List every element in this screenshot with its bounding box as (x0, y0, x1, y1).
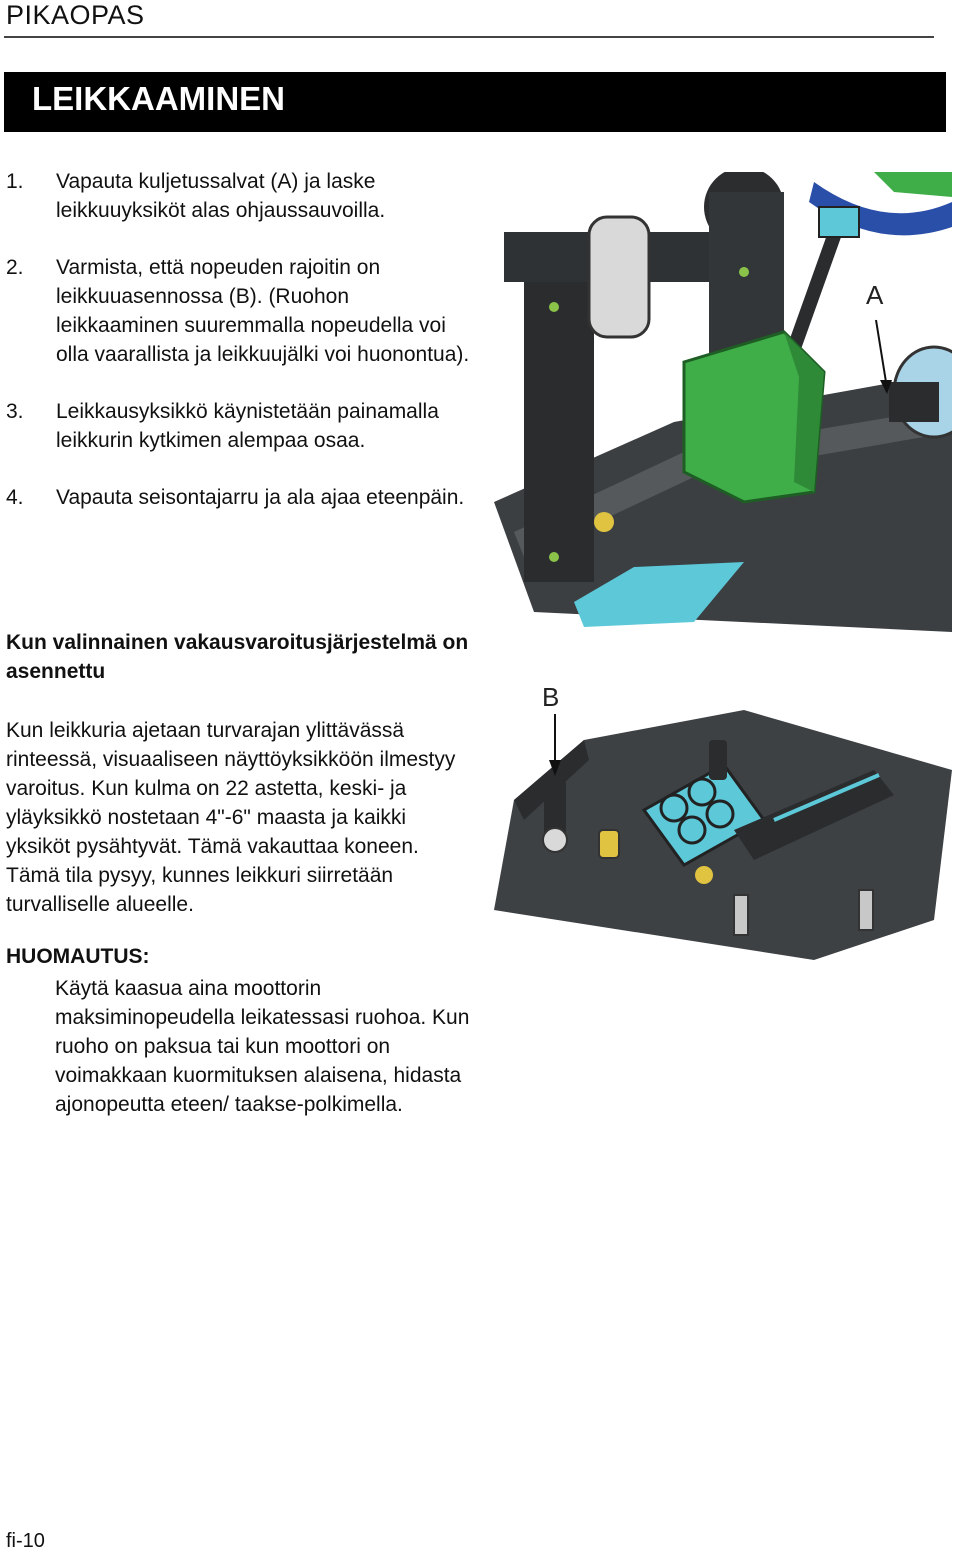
step-number: 1. (6, 170, 24, 193)
list-item (6, 397, 476, 455)
stability-heading: Kun valinnainen vakausvaroitusjärjestelmä on asennettu (6, 631, 469, 683)
step-text: Vapauta seisontajarru ja ala ajaa eteenpäin. (56, 486, 465, 509)
list-item (6, 253, 476, 369)
list-item (6, 483, 476, 512)
header-divider (4, 36, 934, 38)
section-title: LEIKKAAMINEN (32, 80, 285, 117)
section-title-bar (4, 72, 946, 132)
stability-text: Kun leikkuria ajetaan turvarajan ylittävässä rinteessä, visuaaliseen näyttöyksikköön ilmestyy varoitus. Kun kulma on 22 astetta, keski- ja yläyksikkö nostetaan 4"-6" maasta ja kaikki yksiköt pysähtyvät. Tämä vakauttaa koneen. Tämä tila pysyy, kunnes leikkuri siirretään turvalliselle alueelle. (6, 719, 456, 916)
figure-a-label: A (866, 280, 884, 310)
step-number: 2. (6, 256, 24, 279)
step-number: 4. (6, 486, 24, 509)
figure-speed-limiter (494, 680, 952, 960)
list-item (6, 167, 476, 225)
note-text: Käytä kaasua aina moottorin maksiminopeudella leikatessasi ruohoa. Kun ruoho on paksua tai kun moottori on voimakkaan kuormituksen alaisena, hidasta ajonopeutta eteen/ taakse-polkimella. (55, 977, 470, 1116)
steps-list (6, 167, 476, 540)
page-number: fi-10 (6, 1530, 45, 1552)
page-header-title: PIKAOPAS (6, 0, 145, 30)
step-text: Leikkausyksikkö käynistetään painamalla leikkurin kytkimen alempaa osaa. (56, 400, 439, 452)
step-number: 3. (6, 400, 24, 423)
figure-b-label: B (542, 682, 560, 712)
figure-transport-latch (494, 172, 952, 632)
step-text: Vapauta kuljetussalvat (A) ja laske leikkuuyksiköt alas ohjaussauvoilla. (56, 170, 386, 222)
step-text: Varmista, että nopeuden rajoitin on leikkuuasennossa (B). (Ruohon leikkaaminen suuremmalla nopeudella voi olla vaarallista ja leikkuujälki voi huonontua). (56, 256, 470, 366)
note-label: HUOMAUTUS: (6, 945, 150, 968)
